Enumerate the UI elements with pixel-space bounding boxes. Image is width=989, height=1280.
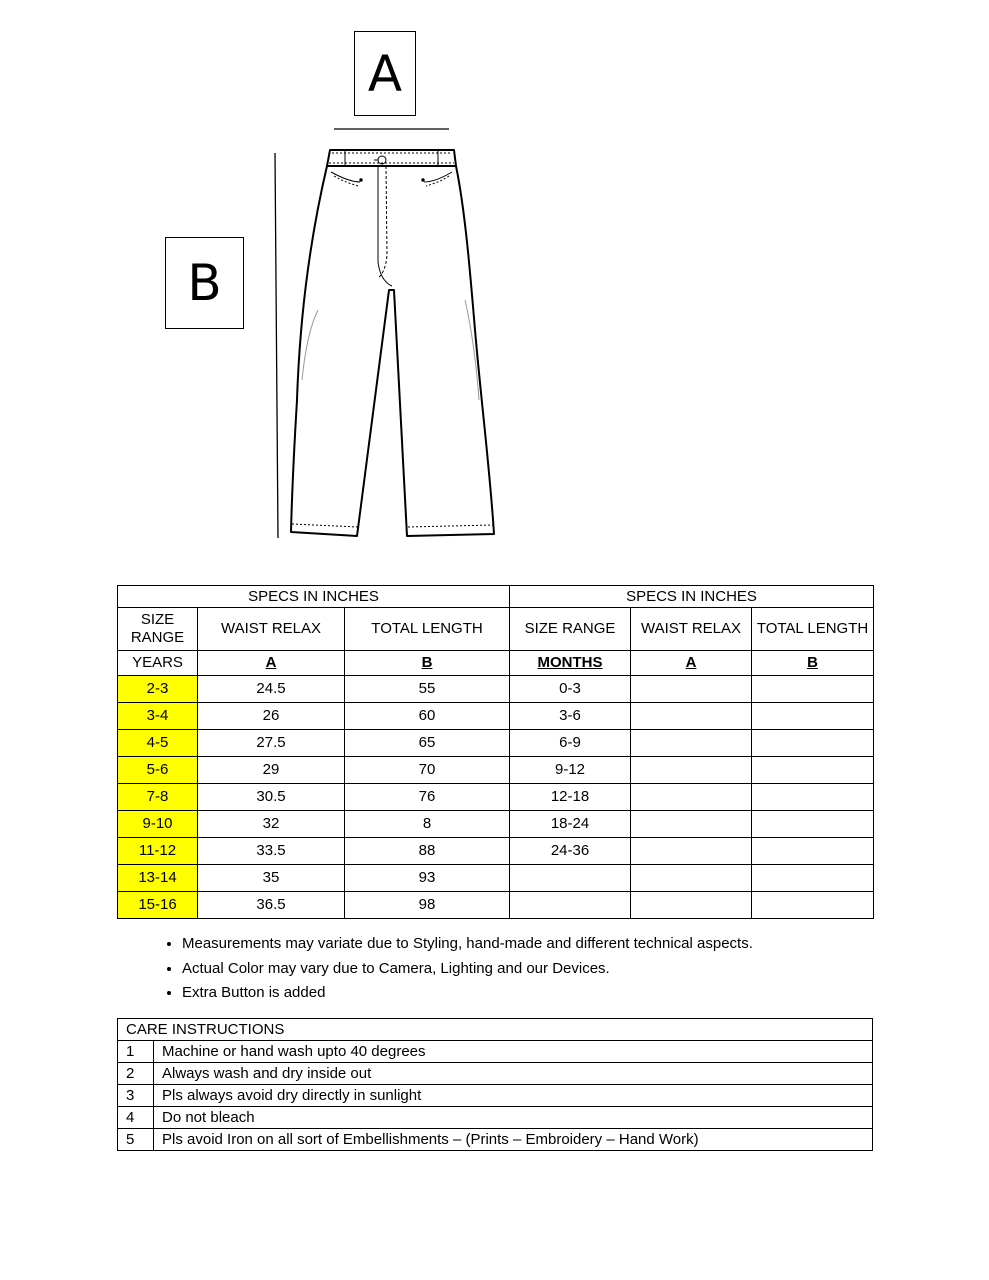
size-months-cell: 9-12 <box>510 757 631 784</box>
care-instructions-table <box>117 1018 873 1151</box>
length-b-months-cell <box>752 676 874 703</box>
measurement-label-b: B <box>165 237 244 329</box>
measurement-label-a: A <box>354 31 416 116</box>
care-number: 4 <box>118 1107 154 1129</box>
sub-header-months: MONTHS <box>510 651 631 676</box>
group-header-years: SPECS IN INCHES <box>118 586 510 608</box>
size-years-cell: 5-6 <box>118 757 198 784</box>
size-spec-table <box>117 585 874 919</box>
note-item: • Measurements may variate due to Styling, hand-made and different technical aspects. <box>182 932 753 957</box>
size-row <box>118 784 874 811</box>
length-b-months-cell <box>752 730 874 757</box>
size-years-cell: 3-4 <box>118 703 198 730</box>
length-b-months-cell <box>752 838 874 865</box>
size-row <box>118 730 874 757</box>
size-years-cell: 2-3 <box>118 676 198 703</box>
size-months-cell: 18-24 <box>510 811 631 838</box>
waist-a-months-cell <box>631 730 752 757</box>
care-row <box>118 1063 873 1085</box>
size-years-cell: 7-8 <box>118 784 198 811</box>
care-number: 5 <box>118 1129 154 1151</box>
care-row <box>118 1107 873 1129</box>
size-months-cell <box>510 865 631 892</box>
waist-a-cell: 32 <box>198 811 345 838</box>
length-b-cell: 55 <box>345 676 510 703</box>
waist-a-cell: 30.5 <box>198 784 345 811</box>
col-header-size-range: SIZE RANGE <box>118 608 198 651</box>
size-months-cell <box>510 892 631 919</box>
waist-a-months-cell <box>631 838 752 865</box>
group-header-row <box>118 586 874 608</box>
size-row <box>118 838 874 865</box>
waist-a-cell: 24.5 <box>198 676 345 703</box>
size-row <box>118 811 874 838</box>
size-months-cell: 24-36 <box>510 838 631 865</box>
group-header-months: SPECS IN INCHES <box>510 586 874 608</box>
care-title-row <box>118 1019 873 1041</box>
waist-a-cell: 26 <box>198 703 345 730</box>
sub-header-a-months: A <box>631 651 752 676</box>
care-text: Machine or hand wash upto 40 degrees <box>154 1041 873 1063</box>
col-header-size-range-months: SIZE RANGE <box>510 608 631 651</box>
length-b-cell: 8 <box>345 811 510 838</box>
waist-a-cell: 27.5 <box>198 730 345 757</box>
note-item: • Actual Color may vary due to Camera, Lighting and our Devices. <box>182 957 753 982</box>
size-years-cell: 4-5 <box>118 730 198 757</box>
length-b-cell: 93 <box>345 865 510 892</box>
col-header-waist-relax-months: WAIST RELAX <box>631 608 752 651</box>
length-dimension-line <box>275 153 278 538</box>
length-b-cell: 70 <box>345 757 510 784</box>
sub-header-b-months: B <box>752 651 874 676</box>
care-title: CARE INSTRUCTIONS <box>118 1019 873 1041</box>
care-row <box>118 1085 873 1107</box>
waist-a-months-cell <box>631 703 752 730</box>
care-number: 2 <box>118 1063 154 1085</box>
length-b-cell: 76 <box>345 784 510 811</box>
size-years-cell: 11-12 <box>118 838 198 865</box>
care-text: Do not bleach <box>154 1107 873 1129</box>
size-months-cell: 12-18 <box>510 784 631 811</box>
waist-a-cell: 35 <box>198 865 345 892</box>
care-text: Always wash and dry inside out <box>154 1063 873 1085</box>
size-row <box>118 676 874 703</box>
length-b-cell: 88 <box>345 838 510 865</box>
waist-a-cell: 36.5 <box>198 892 345 919</box>
size-years-cell: 15-16 <box>118 892 198 919</box>
length-b-months-cell <box>752 703 874 730</box>
sub-header-row <box>118 651 874 676</box>
size-row <box>118 703 874 730</box>
sub-header-a: A <box>198 651 345 676</box>
care-text: Pls avoid Iron on all sort of Embellishments – (Prints – Embroidery – Hand Work) <box>154 1129 873 1151</box>
sub-header-years: YEARS <box>118 651 198 676</box>
notes-list <box>140 932 753 1006</box>
care-row <box>118 1129 873 1151</box>
col-header-waist-relax: WAIST RELAX <box>198 608 345 651</box>
size-months-cell: 0-3 <box>510 676 631 703</box>
care-number: 1 <box>118 1041 154 1063</box>
waist-a-months-cell <box>631 892 752 919</box>
length-b-months-cell <box>752 784 874 811</box>
size-row <box>118 892 874 919</box>
care-number: 3 <box>118 1085 154 1107</box>
length-b-months-cell <box>752 865 874 892</box>
length-b-months-cell <box>752 757 874 784</box>
size-months-cell: 3-6 <box>510 703 631 730</box>
col-header-total-length-months: TOTAL LENGTH <box>752 608 874 651</box>
waist-a-months-cell <box>631 811 752 838</box>
waist-a-months-cell <box>631 784 752 811</box>
length-b-cell: 65 <box>345 730 510 757</box>
care-text: Pls always avoid dry directly in sunlight <box>154 1085 873 1107</box>
length-b-months-cell <box>752 892 874 919</box>
waist-a-months-cell <box>631 757 752 784</box>
sub-header-b: B <box>345 651 510 676</box>
care-row <box>118 1041 873 1063</box>
col-header-total-length: TOTAL LENGTH <box>345 608 510 651</box>
note-item: • Extra Button is added <box>182 981 753 1006</box>
waist-a-months-cell <box>631 676 752 703</box>
length-b-cell: 98 <box>345 892 510 919</box>
column-header-row <box>118 608 874 651</box>
size-years-cell: 13-14 <box>118 865 198 892</box>
size-row <box>118 865 874 892</box>
size-months-cell: 6-9 <box>510 730 631 757</box>
waist-a-cell: 33.5 <box>198 838 345 865</box>
size-years-cell: 9-10 <box>118 811 198 838</box>
length-b-months-cell <box>752 811 874 838</box>
length-b-cell: 60 <box>345 703 510 730</box>
pants-outline <box>291 150 494 536</box>
waist-a-cell: 29 <box>198 757 345 784</box>
waist-a-months-cell <box>631 865 752 892</box>
pants-technical-drawing <box>0 0 989 560</box>
size-row <box>118 757 874 784</box>
